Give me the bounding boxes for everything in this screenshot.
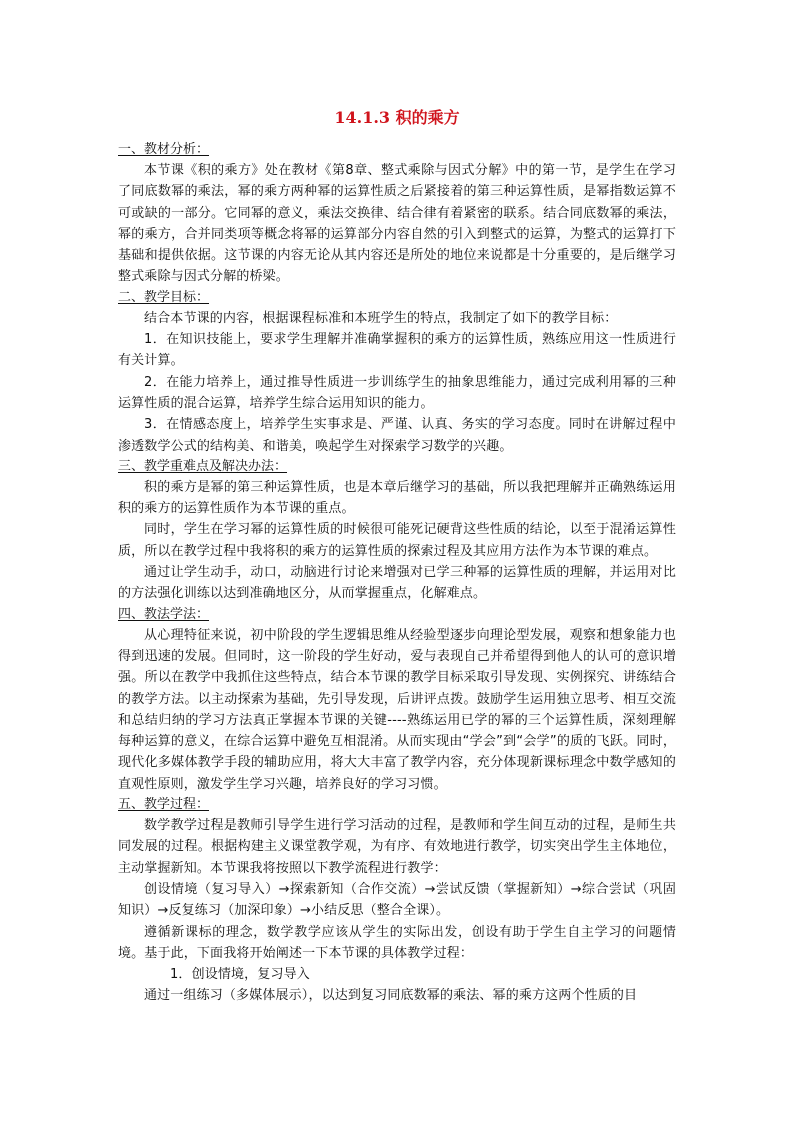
paragraph: 通过让学生动手，动口，动脑进行讨论来增强对已学三种幂的运算性质的理解，并运用对比的方法强化训练以达到准确地区分，从而掌握重点，化解难点。: [118, 565, 676, 602]
goal-item-ability: 2．在能力培养上，通过推导性质进一步训练学生的抽象思维能力，通过完成利用幂的三种运算性质的混合运算，培养学生综合运用知识的能力。: [118, 374, 676, 411]
step-heading: 1．创设情境，复习导入: [170, 967, 310, 983]
paragraph: 积的乘方是幂的第三种运算性质，也是本章后继学习的基础，所以我把理解并正确熟练运用积的乘方的运算性质作为本节课的重点。: [118, 479, 676, 517]
document-title: 14.1.3 积的乘方: [334, 108, 460, 127]
section-key-difficult-points: [118, 457, 676, 605]
goal-item-attitude: 3．在情感态度上，培养学生实事求是、严谨、认真、务实的学习态度。同时在讲解过程中渗透数学公式的结构美、和谐美，唤起学生对探索学习数学的兴趣。: [118, 417, 676, 454]
section-textbook-analysis: [118, 140, 676, 288]
paragraph: 数学教学过程是教师引导学生进行学习活动的过程，是教师和学生间互动的过程，是师生共同发展的过程。根据构建主义课堂教学观，为有序、有效地进行教学，切实突出学生主体地位，主动掌握新知。本节课我将按照以下教学流程进行教学：: [118, 818, 676, 876]
document-page: [118, 100, 676, 1007]
paragraph: 同时，学生在学习幂的运算性质的时候很可能死记硬背这些性质的结论，以至于混淆运算性质，所以在教学过程中我将积的乘方的运算性质的探索过程及其应用方法作为本节课的难点。: [118, 522, 676, 559]
section-teaching-methods: [118, 605, 676, 795]
paragraph: 结合本节课的内容，根据课程标准和本班学生的特点，我制定了如下的教学目标：: [144, 310, 618, 326]
paragraph: 通过一组练习（多媒体展示），以达到复习同底数幂的乘法、幂的乘方这两个性质的目: [144, 988, 638, 1004]
section-teaching-process: [118, 795, 676, 1007]
section-heading: 四、教法学法：: [118, 606, 210, 622]
section-heading: 一、教材分析：: [118, 142, 210, 157]
section-heading: 三、教学重难点及解决办法：: [118, 458, 288, 474]
section-heading: 五、教学过程：: [118, 797, 210, 813]
paragraph: 遵循新课标的理念，数学教学应该从学生的实际出发，创设有助于学生自主学习的问题情境。基于此，下面我将开始阐述一下本节课的具体教学过程：: [118, 924, 676, 961]
teaching-flow: 创设情境（复习导入）→探索新知（合作交流）→尝试反馈（掌握新知）→综合尝试（巩固知识）→反复练习（加深印象）→小结反思（整合全课）。: [118, 881, 676, 919]
section-teaching-goals: [118, 288, 676, 457]
paragraph: 从心理特征来说，初中阶段的学生逻辑思维从经验型逐步向理论型发展，观察和想象能力也得到迅速的发展。但同时，这一阶段的学生好动，爱与表现自己并希望得到他人的认可的意识增强。所以在教学中我抓住这些特点，结合本节课的教学目标采取引导发现、实例探究、讲练结合的教学方法。以主动探索为基础，先引导发现，后讲评点拨。鼓励学生运用独立思考、相互交流和总结归纳的学习方法真正掌握本节课的关键----熟练运用已学的幂的三个运算性质，深刻理解每种运算的意义，在综合运算中避免互相混淆。从而实现由“学会”到“会学”的质的飞跃。同时，现代化多媒体教学手段的辅助应用，将大大丰富了教学内容，充分体现新课标理念中数学感知的直观性原则，激发学生学习兴趣，培养良好的学习习惯。: [118, 627, 676, 792]
section-heading: 二、教学目标：: [118, 289, 210, 305]
goal-item-knowledge: 1．在知识技能上，要求学生理解并准确掌握积的乘方的运算性质，熟练应用这一性质进行有关计算。: [118, 332, 676, 369]
paragraph: 本节课《积的乘方》处在教材《第8章、整式乘除与因式分解》中的第一节，是学生在学习了同底数幂的乘法，幂的乘方两种幂的运算性质之后紧接着的第三种运算性质，是幂指数运算不可或缺的一部分。它同幂的意义，乘法交换律、结合律有着紧密的联系。结合同底数幂的乘法，幂的乘方，合并同类项等概念将幂的运算部分内容自然的引入到整式的运算，为整式的运算打下基础和提供依据。这节课的内容无论从其内容还是所处的地位来说都是十分重要的，是后继学习整式乘除与因式分解的桥梁。: [118, 163, 676, 285]
